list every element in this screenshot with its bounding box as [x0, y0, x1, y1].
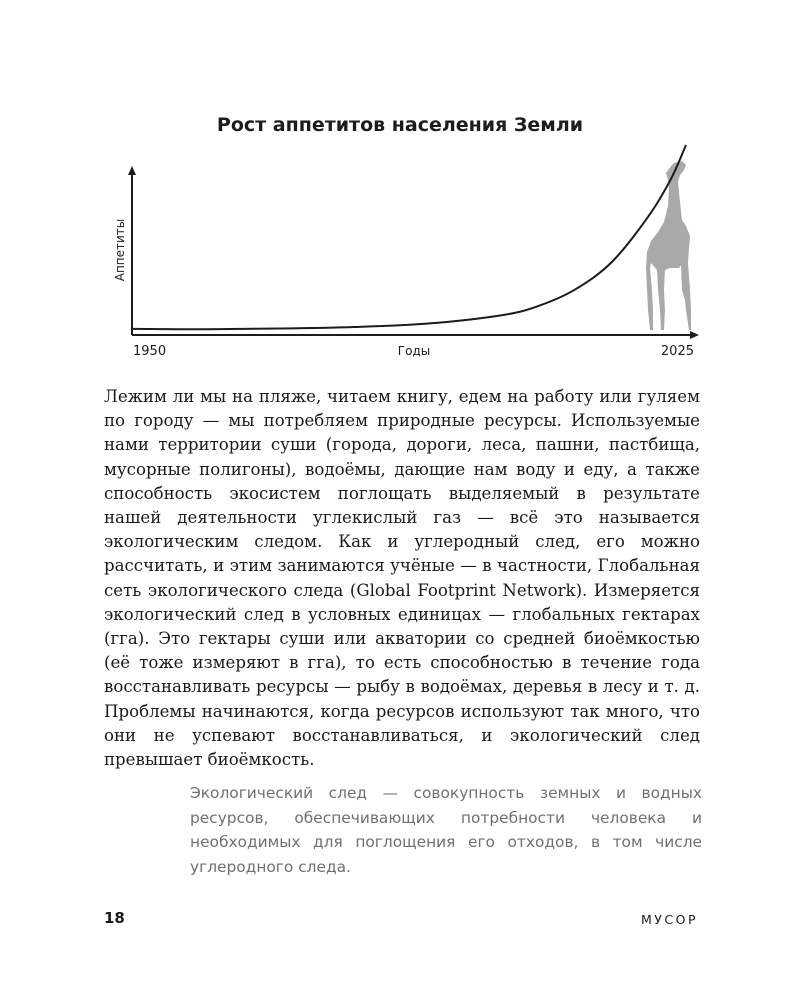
x-tick-label-end: 2025	[660, 344, 694, 359]
running-title: МУСОР	[640, 912, 698, 927]
x-tick-label-start: 1950	[133, 344, 167, 359]
x-axis-label: Годы	[397, 344, 431, 358]
giraffe-silhouette-icon	[646, 161, 691, 330]
y-axis-label: Аппетиты	[113, 218, 127, 282]
y-axis-arrow	[128, 166, 136, 175]
page-number: 18	[104, 909, 125, 927]
x-axis-arrow	[690, 331, 699, 339]
appetite-curve	[133, 145, 686, 329]
body-paragraph: Лежим ли мы на пляже, читаем книгу, едем на работу или гуляем по городу — мы потребляем природные ресурсы. Используемые нами территории суши (города, дороги, леса, пашни, пастбища, мусорные полигоны), водоёмы, дающие нам воду и еду, а также способность экосистем поглощать выделяемый в результате нашей деятельности углекислый газ — всё это называется экологическим следом. Как и углеродный след, его можно рассчитать, и этим занимаются учёные — в частности, Глобальная сеть экологического следа (Global Footprint Network). Измеряется экологический след в условных единицах — глобальных гектарах (гга). Это гектары суши или акватории со средней биоёмкостью (её тоже измеряют в гга), то есть способностью в течение года восстанавливать ресурсы — рыбу в водоёмах, деревья в лесу и т. д. Проблемы начинаются, когда ресурсов используют так много, что они не успевают восстанавливаться, и экологический след превышает биоёмкость.	[104, 387, 700, 770]
definition-callout: Экологический след — совокупность земных и водных ресурсов, обеспечивающих потребности человека и необходимых для поглощения его отходов, в том числе углеродного следа.	[190, 784, 702, 876]
chart-title: Рост аппетитов населения Земли	[216, 114, 584, 136]
appetite-growth-chart	[100, 140, 710, 365]
